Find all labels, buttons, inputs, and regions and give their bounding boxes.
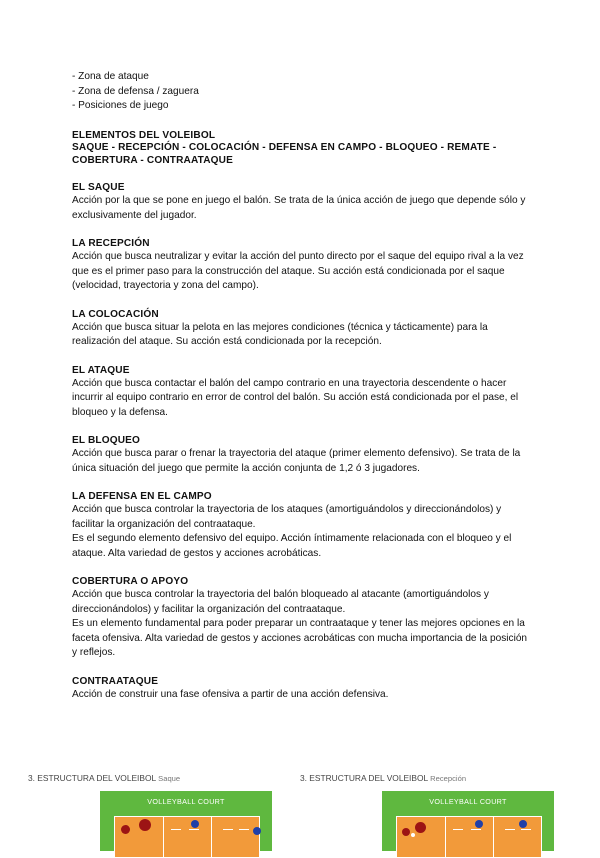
list-item: - Zona de defensa / zaguera [72, 85, 199, 97]
ball [411, 833, 415, 837]
player-red [415, 822, 426, 833]
court-line [505, 829, 515, 830]
section-paragraph: Acción por la que se pone en juego el balón. Se trata de la única acción de juego que depende sólo y exclusivamente del jugador. [72, 195, 526, 221]
section-paragraph: Acción que busca neutralizar y evitar la acción del punto directo por el saque del equipo rival a la vez que es el primer paso para la construcción del ataque. Su acción está condicionada por el saque (velocidad, trayectoria y zona del campo). [72, 251, 524, 291]
elements-list-line2: COBERTURA - CONTRAATAQUE [72, 154, 233, 166]
section-defensa [72, 490, 532, 561]
figure-caption-subtitle: Saque [158, 774, 181, 783]
section-title: LA RECEPCIÓN [72, 238, 150, 249]
section-cobertura [72, 575, 532, 661]
player-blue [475, 820, 483, 828]
player-red [139, 819, 151, 831]
figure-caption-title: 3. ESTRUCTURA DEL VOLEIBOL [28, 773, 156, 783]
section-colocacion [72, 308, 532, 350]
court-field [396, 816, 542, 858]
section-paragraph: Acción que busca controlar la trayectoria del balón bloqueado al atacante (amortiguándolos y direccionándolos) y facilitar la organización del contraataque. [72, 589, 489, 615]
zone-list [72, 70, 532, 114]
court-diagram [382, 791, 554, 851]
section-paragraph: Acción que busca parar o frenar la trayectoria del ataque (primer elemento defensivo). Se trata de la única situación del juego que permite la acción conjunta de 1,2 ó 3 jugadores. [72, 448, 521, 474]
section-title: EL BLOQUEO [72, 435, 141, 446]
player-red [402, 828, 410, 836]
document-body [72, 70, 532, 702]
court-line [453, 829, 463, 830]
section-saque [72, 181, 532, 223]
elements-title: ELEMENTOS DEL VOLEIBOL [72, 129, 216, 141]
court-label: VOLLEYBALL COURT [147, 797, 225, 806]
player-blue [519, 820, 527, 828]
section-ataque [72, 364, 532, 421]
section-recepcion [72, 237, 532, 294]
section-paragraph: Acción de construir una fase ofensiva a partir de una acción defensiva. [72, 688, 389, 700]
section-title: EL SAQUE [72, 182, 125, 193]
section-title: EL ATAQUE [72, 364, 130, 376]
player-blue [253, 827, 261, 835]
figure-caption [28, 773, 278, 783]
section-paragraph: Acción que busca controlar la trayectoria de los ataques (amortiguándolos y direccionándolos) y facilitar la organización del contraataque. [72, 504, 502, 530]
court-label: VOLLEYBALL COURT [429, 797, 507, 806]
court-field [114, 816, 260, 858]
section-title: COBERTURA O APOYO [72, 576, 189, 587]
list-item: - Posiciones de juego [72, 100, 169, 111]
figure-saque [28, 773, 278, 806]
court-line [223, 829, 233, 830]
court-diagram [100, 791, 272, 851]
court-line [493, 817, 494, 857]
court-line [211, 817, 212, 857]
section-paragraph: Acción que busca contactar el balón del campo contrario en una trayectoria descendente o hacer incurrir al equipo contrario en error de control del balón. Su acción está condicionada por el pase, el bloqueo y la defensa. [72, 377, 519, 418]
list-item: - Zona de ataque [72, 71, 149, 82]
player-blue [191, 820, 199, 828]
section-title: CONTRAATAQUE [72, 675, 159, 687]
figure-caption-subtitle: Recepción [430, 774, 467, 783]
figure-caption-title: 3. ESTRUCTURA DEL VOLEIBOL [300, 773, 428, 783]
court-line [239, 829, 249, 830]
section-title: LA COLOCACIÓN [72, 308, 159, 320]
section-title: LA DEFENSA EN EL CAMPO [72, 491, 212, 502]
court-line [445, 817, 446, 857]
court-line [521, 829, 531, 830]
elements-heading [72, 130, 532, 168]
court-line [189, 829, 199, 830]
figure-caption [300, 773, 560, 783]
court-line [171, 829, 181, 830]
court-line [471, 829, 481, 830]
section-paragraph: Es el segundo elemento defensivo del equipo. Acción íntimamente relacionada con el bloqueo y el ataque. Alta variedad de gestos y acciones acrobáticas. [72, 533, 512, 559]
elements-list-line1: SAQUE - RECEPCIÓN - COLOCACIÓN - DEFENSA EN CAMPO - BLOQUEO - REMATE - [72, 142, 497, 153]
section-paragraph: Es un elemento fundamental para poder preparar un contraataque y tener las mejores opciones en la faceta ofensiva. Alta variedad de gestos y acciones acrobáticas con mucha importancia de la posición y reflejos. [72, 618, 528, 658]
section-contraataque [72, 675, 532, 703]
court-line [163, 817, 164, 857]
section-bloqueo [72, 434, 532, 476]
player-red [121, 825, 130, 834]
figure-recepcion [300, 773, 560, 806]
section-paragraph: Acción que busca situar la pelota en las mejores condiciones (técnica y tácticamente) para la realización del ataque. Su acción está condicionada por la recepción. [72, 321, 488, 347]
